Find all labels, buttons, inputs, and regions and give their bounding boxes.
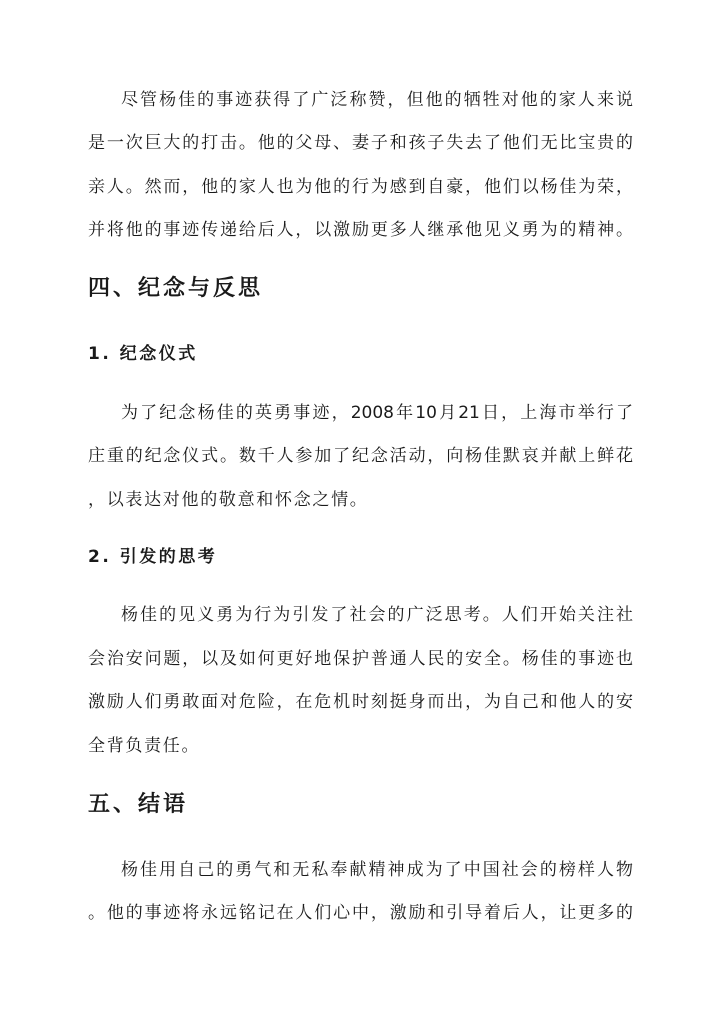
paragraph-line: 会治安问题，以及如何更好地保护普通人民的安全。杨佳的事迹也	[88, 649, 633, 669]
subsection-heading: 1. 纪念仪式	[88, 344, 198, 364]
paragraph-line: ，以表达对他的敬意和怀念之情。	[88, 490, 369, 510]
paragraph-line: 并将他的事迹传递给后人，以激励更多人继承他见义勇为的精神。	[88, 220, 633, 240]
paragraph-line: 全背负责任。	[88, 736, 201, 756]
paragraph-line: 亲人。然而，他的家人也为他的行为感到自豪，他们以杨佳为荣，	[88, 177, 633, 197]
paragraph-line: 杨佳的见义勇为行为引发了社会的广泛思考。人们开始关注社	[121, 605, 633, 625]
paragraph-line: 为了纪念杨佳的英勇事迹，2008年10月21日，上海市举行了	[121, 403, 633, 423]
paragraph-line: 是一次巨大的打击。他的父母、妻子和孩子失去了他们无比宝贵的	[88, 133, 633, 153]
paragraph-line: 尽管杨佳的事迹获得了广泛称赞，但他的牺牲对他的家人来说	[121, 90, 633, 110]
paragraph-line: 庄重的纪念仪式。数千人参加了纪念活动，向杨佳默哀并献上鲜花	[88, 446, 633, 466]
section-heading: 五、结语	[88, 792, 189, 817]
section-heading: 四、纪念与反思	[88, 276, 264, 301]
paragraph-line: 。他的事迹将永远铭记在人们心中，激励和引导着后人，让更多的	[88, 903, 633, 923]
paragraph-line: 杨佳用自己的勇气和无私奉献精神成为了中国社会的榜样人物	[121, 860, 633, 880]
paragraph-line: 激励人们勇敢面对危险，在危机时刻挺身而出，为自己和他人的安	[88, 692, 633, 712]
subsection-heading: 2. 引发的思考	[88, 547, 218, 567]
